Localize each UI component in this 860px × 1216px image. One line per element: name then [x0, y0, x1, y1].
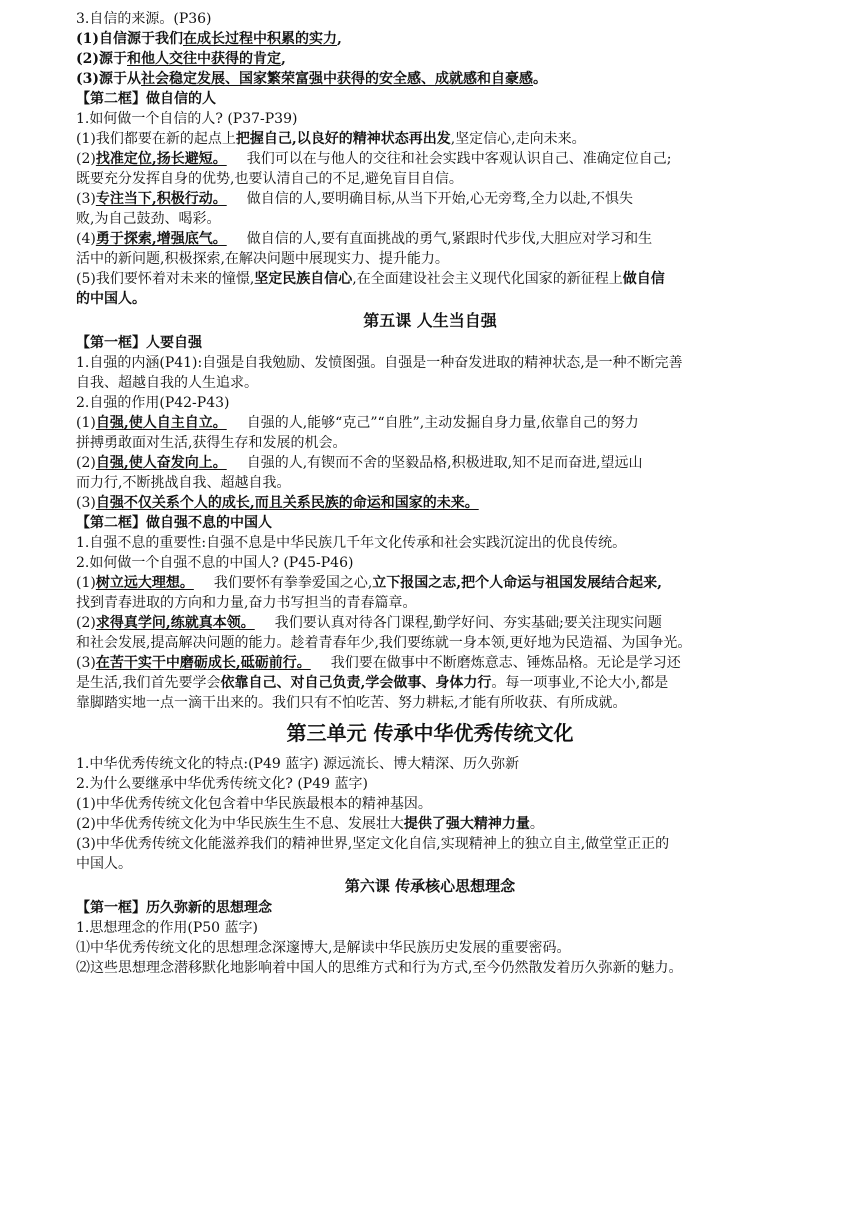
- text: 。每一项事业,不论大小,都是: [491, 675, 669, 691]
- paragraph: [76, 938, 792, 958]
- paragraph: [76, 433, 792, 453]
- text: 自我、超越自我的人生追求。: [76, 375, 258, 391]
- paragraph: [76, 249, 792, 269]
- paragraph: [76, 633, 792, 653]
- paragraph: [76, 533, 792, 553]
- text: (1)自信源于我们: [76, 31, 183, 47]
- text: (4): [76, 231, 96, 247]
- text: 自强的人,能够“克己”“自胜”,主动发掘自身力量,依靠自己的努力: [246, 415, 639, 431]
- key-phrase: 依靠自己、对自己负责,学会做事、身体力行: [220, 675, 492, 691]
- paragraph: [76, 653, 792, 673]
- text: (2): [76, 615, 96, 631]
- key-phrase: 坚定民族自信心: [254, 271, 353, 287]
- text: (3)中华优秀传统文化能滋养我们的精神世界,坚定文化自信,实现精神上的独立自主,做堂堂正正的: [76, 836, 670, 852]
- paragraph: (3)源于从社会稳定发展、国家繁荣富强中获得的安全感、成就感和自豪感。: [76, 71, 547, 87]
- key-phrase: 社会稳定发展、国家繁荣富强中获得的安全感、成就感和自豪感: [141, 71, 533, 87]
- text: 我们要认真对待各门课程,勤学好问、夯实基础;要关注现实问题: [274, 615, 662, 631]
- paragraph: [76, 673, 792, 693]
- text: 1.如何做一个自信的人? (P37-P39): [76, 111, 298, 127]
- text: 【第一框】历久弥新的思想理念: [76, 900, 272, 916]
- text: 第三单元 传承中华优秀传统文化: [286, 721, 574, 745]
- text: 2.如何做一个自强不息的中国人? (P45-P46): [76, 555, 354, 571]
- paragraph: [76, 834, 792, 854]
- paragraph: [76, 473, 792, 493]
- key-phrase: 在苦干实干中磨砺成长,砥砺前行。: [95, 655, 311, 671]
- key-phrase: 在成长过程中积累的实力: [183, 31, 337, 47]
- paragraph: [76, 9, 792, 29]
- text: 第五课 人生当自强: [363, 311, 497, 330]
- paragraph: [76, 373, 792, 393]
- text: (3)源于从: [76, 71, 141, 87]
- paragraph: [76, 493, 792, 513]
- text: (3): [76, 495, 96, 511]
- text: 我们可以在与他人的交往和社会实践中客观认识自己、准确定位自己;: [246, 151, 672, 167]
- text: 。: [529, 816, 544, 832]
- paragraph: [76, 229, 792, 249]
- text: 和社会发展,提高解决问题的能力。趁着青春年少,我们要练就一身本领,更好地为民造福、为国争光。: [76, 635, 692, 651]
- key-phrase: 树立远大理想。: [95, 575, 194, 591]
- text: (2)源于: [76, 51, 127, 67]
- paragraph: [76, 269, 792, 289]
- paragraph: [76, 774, 792, 794]
- key-phrase: 自强,使人自主自立。: [95, 415, 227, 431]
- text: (2): [76, 455, 96, 471]
- text: (1): [76, 575, 96, 591]
- text: ,坚定信心,走向未来。: [450, 131, 586, 147]
- text: 做自信的人,要有直面挑战的勇气,紧跟时代步伐,大胆应对学习和生: [246, 231, 653, 247]
- paragraph: [76, 109, 792, 129]
- text: ⑵这些思想理念潜移默化地影响着中国人的思维方式和行为方式,至今仍然散发着历久弥新的魅力。: [76, 960, 683, 976]
- paragraph: [76, 958, 792, 978]
- text: (5)我们要怀着对未来的憧憬,: [76, 271, 255, 287]
- text: 既要充分发挥自身的优势,也要认清自己的不足,避免盲目自信。: [76, 171, 463, 187]
- text: 拼搏勇敢面对生活,获得生存和发展的机会。: [76, 435, 347, 451]
- paragraph: [76, 209, 792, 229]
- key-phrase: 勇于探索,增强底气。: [95, 231, 227, 247]
- paragraph: [76, 289, 792, 309]
- key-phrase: 立下报国之志,把个人命运与祖国发展结合起来,: [372, 575, 663, 591]
- paragraph: [76, 149, 792, 169]
- text: 1.思想理念的作用(P50 蓝字): [76, 920, 258, 936]
- key-phrase: 找准定位,扬长避短。: [95, 151, 227, 167]
- paragraph: [76, 593, 792, 613]
- paragraph: [76, 693, 792, 713]
- text: 自强的人,有锲而不舍的坚毅品格,积极进取,知不足而奋进,望远山: [246, 455, 643, 471]
- paragraph: [76, 794, 792, 814]
- text: (3): [76, 191, 96, 207]
- text: 是生活,我们首先要学会: [76, 675, 221, 691]
- text: 【第二框】做自强不息的中国人: [76, 515, 272, 531]
- paragraph: [76, 393, 792, 413]
- text: ,在全面建设社会主义现代化国家的新征程上: [352, 271, 623, 287]
- paragraph: [76, 453, 792, 473]
- paragraph: [76, 553, 792, 573]
- text: 【第一框】人要自强: [76, 335, 202, 351]
- paragraph: [76, 413, 792, 433]
- text: 中国人。: [76, 856, 132, 872]
- text: (1): [76, 415, 96, 431]
- text: 1.自强的内涵(P41):自强是自我勉励、发愤图强。自强是一种奋发进取的精神状态,是一种不断完善: [76, 355, 683, 371]
- paragraph: [76, 189, 792, 209]
- text: 我们要怀有拳拳爱国之心,: [213, 575, 373, 591]
- text: (2)中华优秀传统文化为中华民族生生不息、发展壮大: [76, 816, 404, 832]
- paragraph: [76, 613, 792, 633]
- text: 败,为自己鼓劲、喝彩。: [76, 211, 221, 227]
- paragraph: [76, 814, 792, 834]
- key-phrase: 提供了强大精神力量: [403, 816, 530, 832]
- paragraph: (2)源于和他人交往中获得的肯定,: [76, 51, 286, 67]
- paragraph: [76, 169, 792, 189]
- text: 1.中华优秀传统文化的特点:(P49 蓝字) 源远流长、博大精深、历久弥新: [76, 756, 520, 772]
- unit-title: [0, 720, 860, 746]
- text: (2): [76, 151, 96, 167]
- text: 靠脚踏实地一点一滴干出来的。我们只有不怕吃苦、努力耕耘,才能有所收获、有所成就。: [76, 695, 627, 711]
- text: 2.为什么要继承中华优秀传统文化? (P49 蓝字): [76, 776, 368, 792]
- key-phrase: 做自信: [622, 271, 665, 287]
- text: 找到青春进取的方向和力量,奋力书写担当的青春篇章。: [76, 595, 417, 611]
- section-heading: [76, 89, 792, 109]
- text: 【第二框】做自信的人: [76, 91, 216, 107]
- key-phrase: 求得真学问,练就真本领。: [95, 615, 255, 631]
- lesson-title: [0, 311, 860, 331]
- paragraph: [76, 573, 792, 593]
- paragraph: (1)自信源于我们在成长过程中积累的实力,: [76, 31, 342, 47]
- key-phrase: 把握自己,以良好的精神状态再出发: [235, 131, 451, 147]
- text: 而力行,不断挑战自我、超越自我。: [76, 475, 291, 491]
- paragraph: [76, 353, 792, 373]
- paragraph: [76, 918, 792, 938]
- section-heading: [76, 333, 792, 353]
- paragraph: [76, 129, 792, 149]
- text: 3.自信的来源。(P36): [76, 11, 212, 27]
- text: 活中的新问题,积极探索,在解决问题中展现实力、提升能力。: [76, 251, 449, 267]
- key-phrase: 自强,使人奋发向上。: [95, 455, 227, 471]
- text: (3): [76, 655, 96, 671]
- key-phrase: 专注当下,积极行动。: [95, 191, 227, 207]
- text: 第六课 传承核心思想理念: [344, 877, 516, 895]
- text: (1)中华优秀传统文化包含着中华民族最根本的精神基因。: [76, 796, 432, 812]
- key-phrase: 自强不仅关系个人的成长,而且关系民族的命运和国家的未来。: [95, 495, 479, 511]
- text: 做自信的人,要明确目标,从当下开始,心无旁骛,全力以赴,不惧失: [246, 191, 633, 207]
- section-heading: [76, 513, 792, 533]
- key-phrase: 和他人交往中获得的肯定: [127, 51, 281, 67]
- lesson-title: [0, 876, 860, 896]
- text: (1)我们都要在新的起点上: [76, 131, 236, 147]
- text: ⑴中华优秀传统文化的思想理念深邃博大,是解读中华民族历史发展的重要密码。: [76, 940, 571, 956]
- paragraph: [76, 754, 792, 774]
- text: 2.自强的作用(P42-P43): [76, 395, 230, 411]
- text: 我们要在做事中不断磨炼意志、锤炼品格。无论是学习还: [330, 655, 681, 671]
- text: 的中国人。: [76, 291, 146, 307]
- paragraph: [76, 854, 792, 874]
- section-heading: [76, 898, 792, 918]
- text: 1.自强不息的重要性:自强不息是中华民族几千年文化传承和社会实践沉淀出的优良传统。: [76, 535, 627, 551]
